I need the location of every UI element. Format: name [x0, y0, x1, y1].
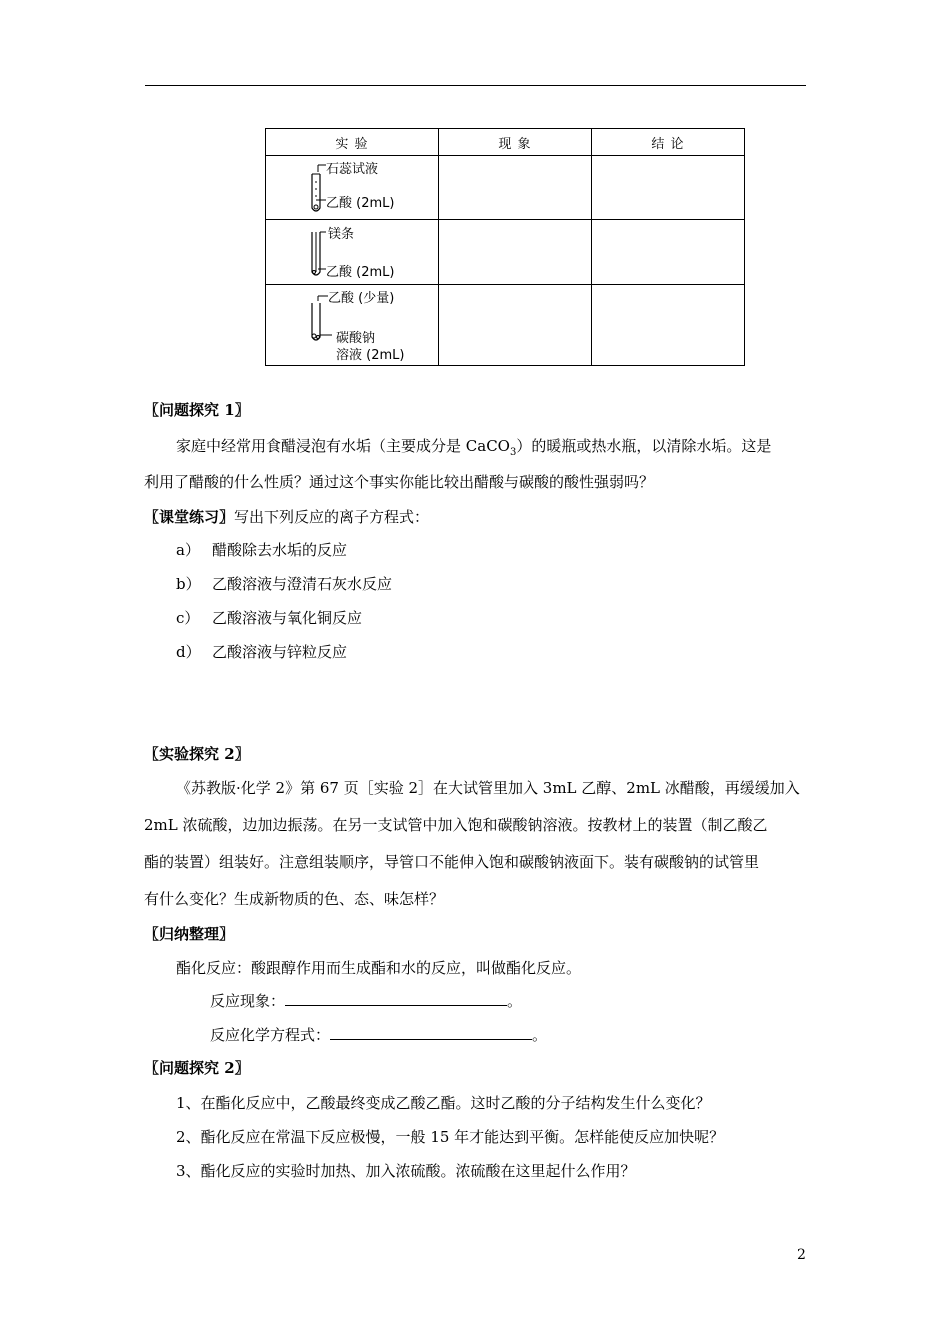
- label-acetic-acid: 乙酸 (2mL): [326, 265, 395, 280]
- table-header-row: [266, 129, 745, 156]
- summary-heading: 〖归纳整理〗: [144, 925, 235, 943]
- exp2-line-1: 《苏教版·化学 2》第 67 页［实验 2］在大试管里加入 3mL 乙醇、2mL 冰醋酸，再缓缓加入: [176, 779, 800, 797]
- practice-heading: 〖课堂练习〗: [144, 508, 235, 526]
- q2-heading: 〖问题探究 2〗: [144, 1059, 250, 1077]
- cell-conclusion-3: [592, 285, 745, 366]
- q1-heading: 〖问题探究 1〗: [144, 401, 250, 419]
- cell-phenomenon-2: [439, 220, 592, 285]
- summary-equation: 反应化学方程式： 。: [210, 1026, 548, 1044]
- list-item: a） 醋酸除去水垢的反应: [176, 541, 348, 559]
- table-header-conclusion: 结 论: [592, 129, 745, 156]
- equation-blank: [330, 1025, 532, 1040]
- label-litmus: 石蕊试液: [326, 162, 379, 177]
- page-number: 2: [797, 1247, 806, 1263]
- summary-phenomenon: 反应现象： 。: [210, 992, 523, 1010]
- label-sodium-carbonate: 碳酸钠: [336, 331, 376, 346]
- table-row: [266, 285, 745, 366]
- table-header-experiment: 实 验: [266, 129, 439, 156]
- phenomenon-blank: [285, 991, 507, 1006]
- cell-phenomenon-1: [439, 156, 592, 220]
- list-item: b） 乙酸溶液与澄清石灰水反应: [176, 575, 393, 593]
- test-tube-magnesium-icon: [266, 220, 326, 284]
- q1-line-1: 家庭中经常用食醋浸泡有水垢（主要成分是 CaCO$_3$）的暖瓶或热水瓶，以清除水垢。这是: [176, 437, 772, 458]
- cell-conclusion-2: [592, 220, 745, 285]
- test-tube-litmus-icon: [266, 156, 326, 219]
- list-item: 1、在酯化反应中，乙酸最终变成乙酸乙酯。这时乙酸的分子结构发生什么变化？: [176, 1094, 711, 1112]
- cell-phenomenon-3: [439, 285, 592, 366]
- practice-line: [144, 507, 429, 527]
- summary-definition: 酯化反应：酸跟醇作用而生成酯和水的反应，叫做酯化反应。: [176, 959, 582, 977]
- label-acetic-acid: 乙酸 (2mL): [326, 196, 395, 211]
- list-item: c） 乙酸溶液与氧化铜反应: [176, 609, 363, 627]
- exp2-heading: 〖实验探究 2〗: [144, 745, 250, 763]
- q1-line-2: 利用了醋酸的什么性质？通过这个事实你能比较出醋酸与碳酸的酸性强弱吗？: [144, 473, 655, 491]
- exp2-line-3: 酯的装置）组装好。注意组装顺序，导管口不能伸入饱和碳酸钠液面下。装有碳酸钠的试管里: [144, 853, 760, 871]
- list-item: 3、酯化反应的实验时加热、加入浓硫酸。浓硫酸在这里起什么作用？: [176, 1162, 636, 1180]
- experiment-table: [265, 128, 745, 366]
- cell-conclusion-1: [592, 156, 745, 220]
- list-item: 2、酯化反应在常温下反应极慢，一般 15 年才能达到平衡。怎样能使反应加快呢？: [176, 1128, 725, 1146]
- header-rule: [145, 85, 806, 86]
- apparatus-litmus: [266, 156, 439, 220]
- label-acetic-acid-small: 乙酸 (少量): [328, 291, 395, 306]
- exp2-line-2: 2mL 浓硫酸，边加边振荡。在另一支试管中加入饱和碳酸钠溶液。按教材上的装置（制乙酸乙: [144, 816, 768, 834]
- practice-intro: 写出下列反应的离子方程式：: [234, 508, 430, 526]
- list-item: d） 乙酸溶液与锌粒反应: [176, 643, 348, 661]
- test-tube-carbonate-icon: [266, 285, 336, 365]
- table-row: [266, 156, 745, 220]
- label-magnesium: 镁条: [328, 227, 355, 242]
- table-row: [266, 220, 745, 285]
- apparatus-magnesium: [266, 220, 439, 285]
- exp2-line-4: 有什么变化？生成新物质的色、态、味怎样？: [144, 890, 445, 908]
- table-header-phenomenon: 现 象: [439, 129, 592, 156]
- apparatus-sodium-carbonate: [266, 285, 439, 366]
- label-solution: 溶液 (2mL): [336, 348, 405, 363]
